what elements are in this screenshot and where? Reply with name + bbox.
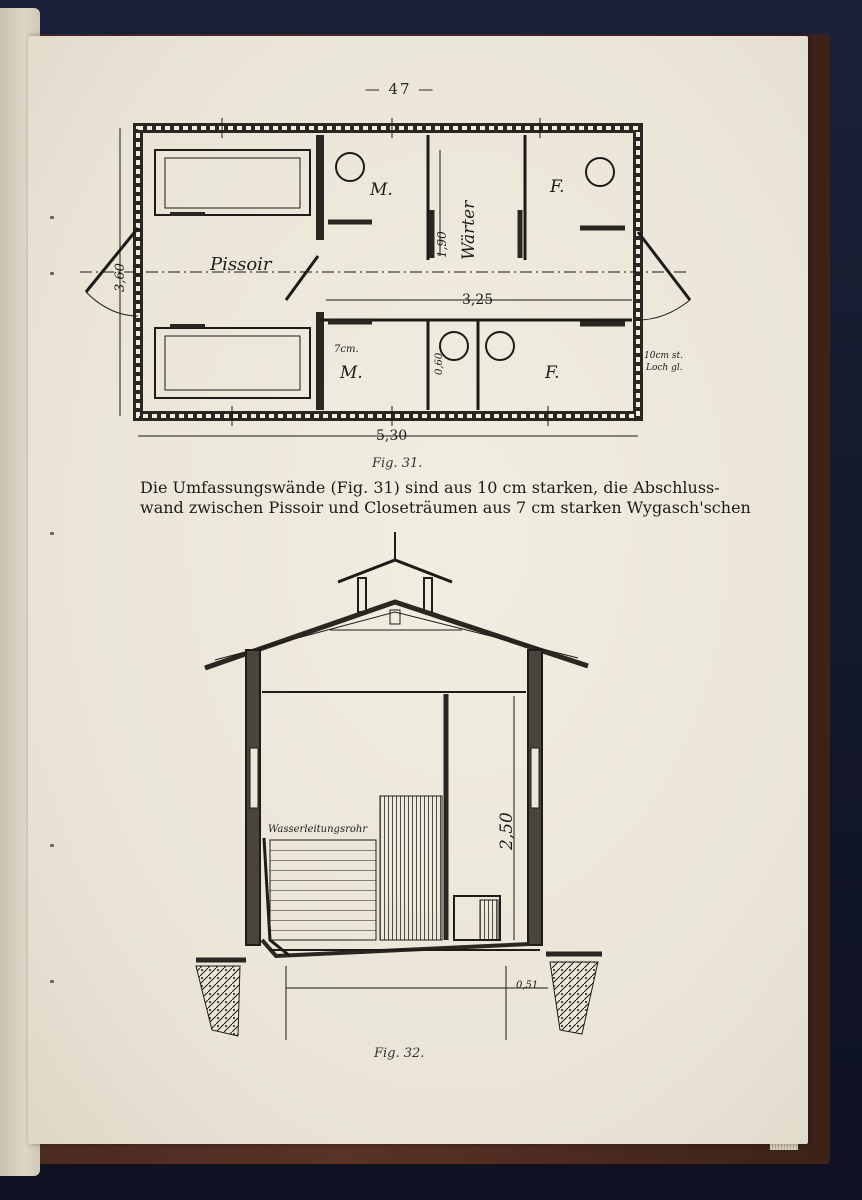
- wall-note-1: 10cm st.: [644, 351, 683, 361]
- body-line-2: wand zwischen Pissoir und Closeträumen aus 7 cm starken Wygasch'schen: [140, 498, 751, 517]
- dim-bottom: 0,51: [516, 980, 539, 991]
- figure-31-caption: Fig. 31.: [372, 456, 423, 471]
- body-line-1: Die Umfassungswände (Fig. 31) sind aus 10 cm starken, die Abschluss-: [140, 478, 720, 497]
- dim-inner: 3,25: [462, 292, 494, 308]
- label-f-top: F.: [550, 177, 565, 197]
- label-pipe: Wasserleitungsrohr: [268, 824, 368, 835]
- dim-height: 3,60: [113, 263, 128, 292]
- dim-height-section: 2,50: [497, 812, 517, 850]
- label-f-bottom: F.: [545, 363, 560, 383]
- figure-32-caption: Fig. 32.: [374, 1046, 425, 1061]
- label-waerter: Wärter: [459, 200, 479, 260]
- dim-small: 0,60: [434, 352, 445, 375]
- wall-thickness-label: 7cm.: [334, 344, 359, 355]
- label-m-top: M.: [370, 180, 393, 200]
- label-pissoir: Pissoir: [210, 254, 272, 275]
- figure-31-floor-plan: [0, 0, 862, 470]
- dim-corridor: 1,90: [435, 231, 449, 258]
- page-number: — 47 —: [364, 80, 436, 98]
- wall-note-2: Loch gl.: [646, 363, 683, 373]
- label-m-bottom: M.: [340, 363, 363, 383]
- dim-width: 5,30: [376, 428, 408, 444]
- figure-32-section: [0, 520, 862, 1080]
- body-paragraph: [140, 478, 751, 518]
